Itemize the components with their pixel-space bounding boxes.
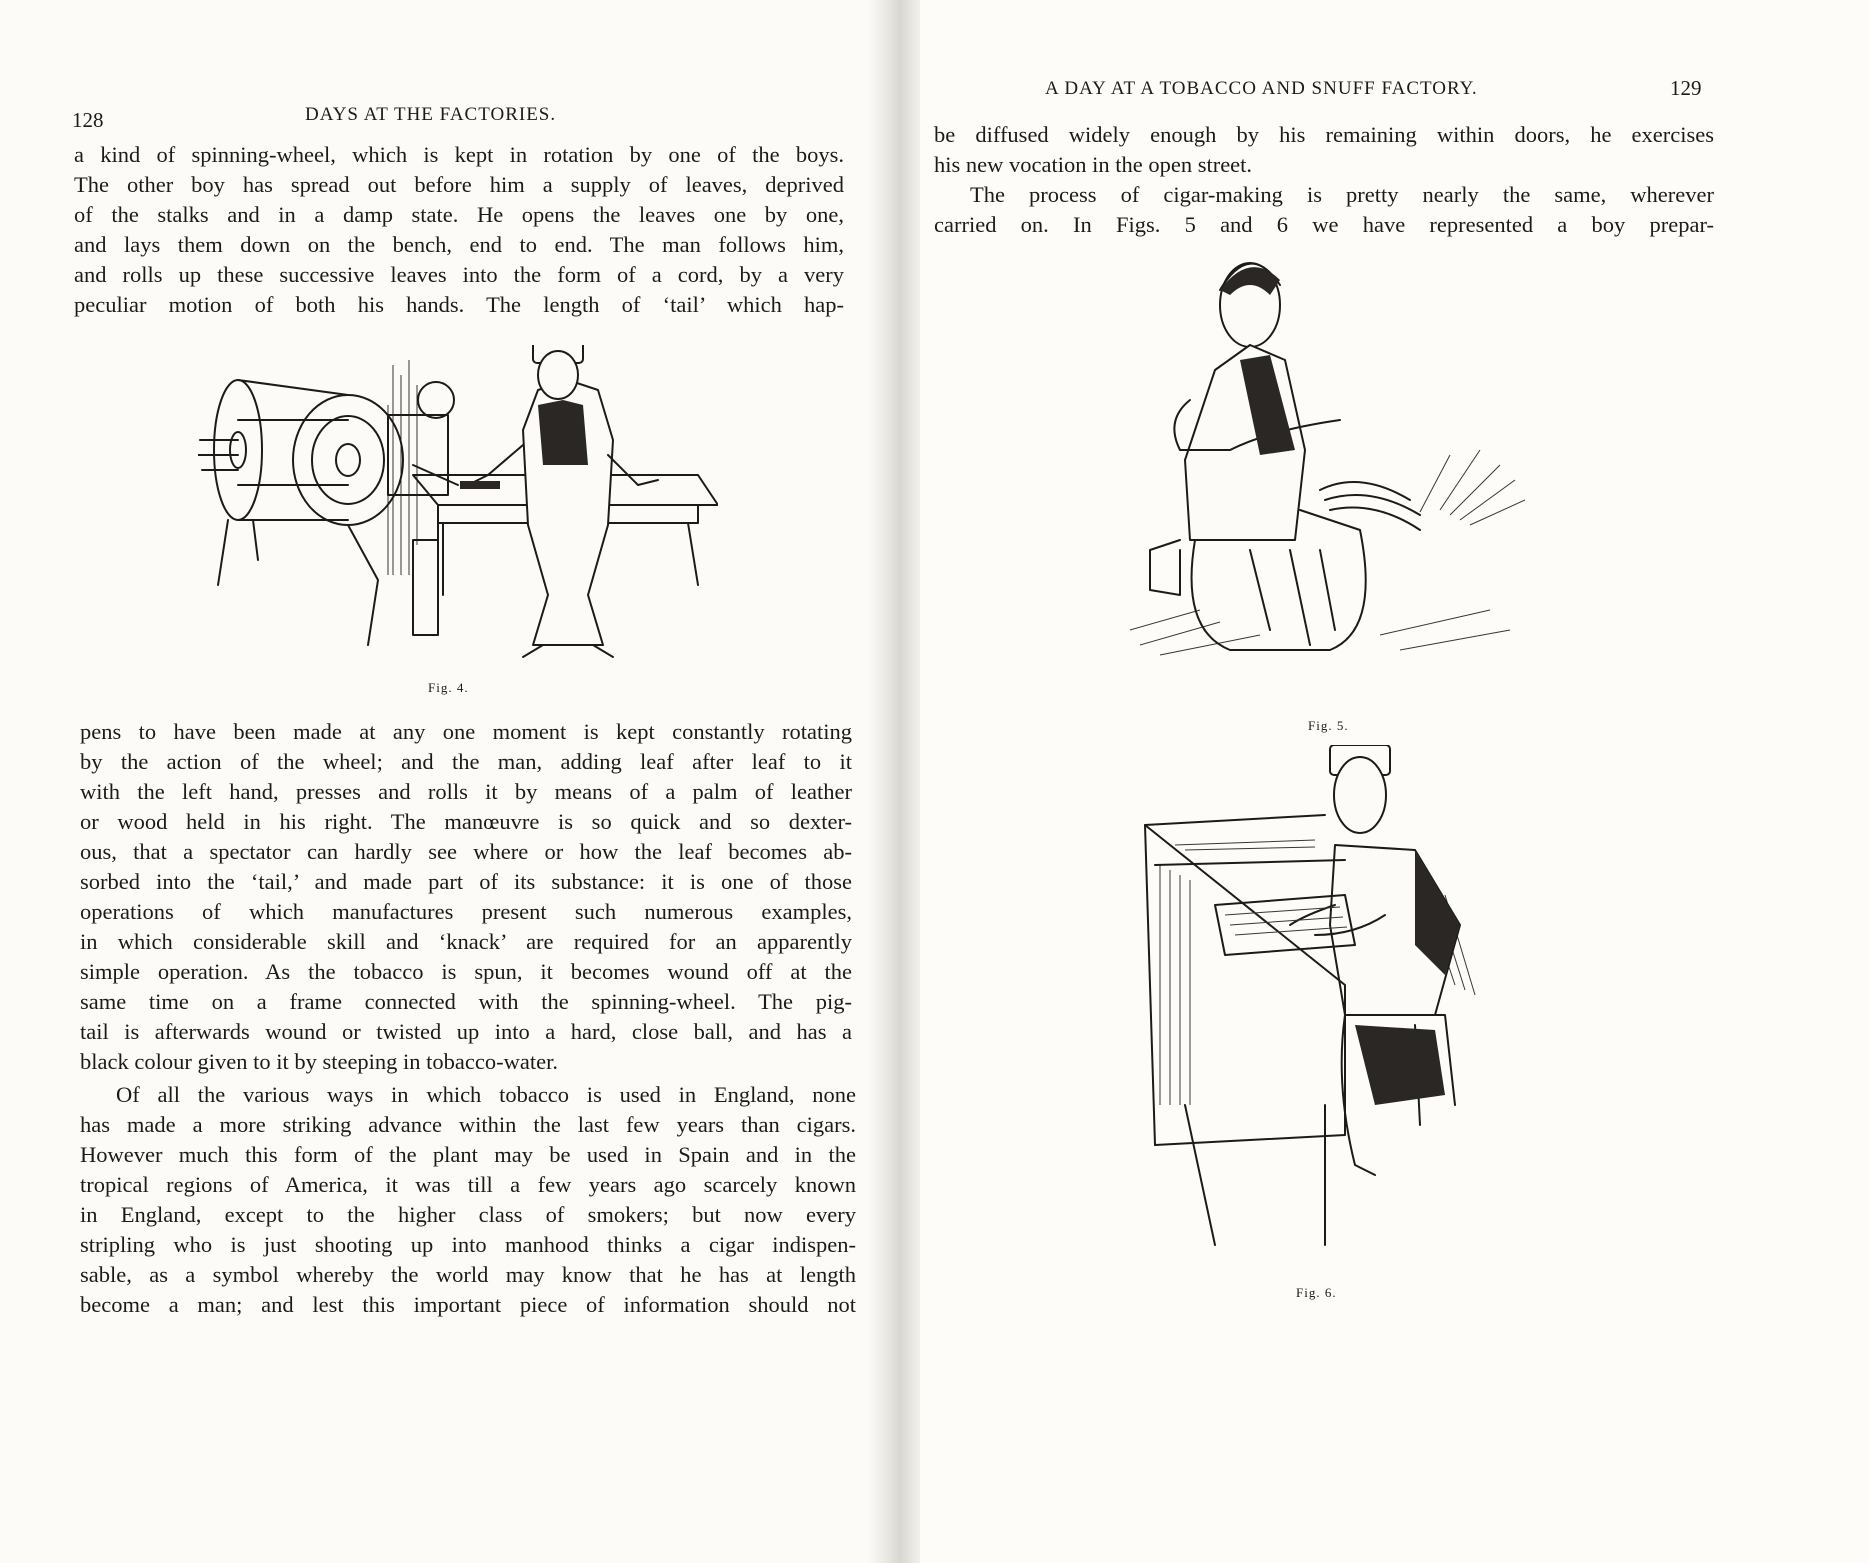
text-line: simple operation. As the tobacco is spun, it becomes wound off at the (80, 959, 852, 984)
fig5-engraving (1120, 250, 1540, 710)
text-line: and lays them down on the bench, end to end. The man follows him, (74, 232, 844, 257)
text-line: However much this form of the plant may be used in Spain and in the (80, 1142, 856, 1167)
text-line: in England, except to the higher class of smokers; but now every (80, 1202, 856, 1227)
text-line: tail is afterwards wound or twisted up into a hard, close ball, and has a (80, 1019, 852, 1044)
fig4-engraving (198, 345, 718, 685)
left-page (0, 0, 885, 1563)
running-head: A DAY AT A TOBACCO AND SNUFF FACTORY. (1045, 78, 1478, 99)
text-line: be diffused widely enough by his remaining within doors, he exercises (934, 122, 1714, 147)
text-line: Of all the various ways in which tobacco is used in England, none (116, 1082, 856, 1107)
text-line: operations of which manufactures present such numerous examples, (80, 899, 852, 924)
text-line: same time on a frame connected with the spinning-wheel. The pig- (80, 989, 852, 1014)
fig6-engraving (1115, 745, 1535, 1275)
text-line: carried on. In Figs. 5 and 6 we have represented a boy prepar- (934, 212, 1714, 237)
text-line: pens to have been made at any one moment is kept constantly rotating (80, 719, 852, 744)
text-line: peculiar motion of both his hands. The length of ‘tail’ which hap- (74, 292, 844, 317)
text-line: The other boy has spread out before him a supply of leaves, deprived (74, 172, 844, 197)
text-line: sorbed into the ‘tail,’ and made part of its substance: it is one of those (80, 869, 852, 894)
text-line: sable, as a symbol whereby the world may know that he has at length (80, 1262, 856, 1287)
text-line: or wood held in his right. The manœuvre is so quick and so dexter- (80, 809, 852, 834)
text-line: tropical regions of America, it was till a few years ago scarcely known (80, 1172, 856, 1197)
text-line: a kind of spinning-wheel, which is kept in rotation by one of the boys. (74, 142, 844, 167)
text-line: stripling who is just shooting up into manhood thinks a cigar indispen- (80, 1232, 856, 1257)
text-line: by the action of the wheel; and the man, adding leaf after leaf to it (80, 749, 852, 774)
figure-caption: Fig. 4. (428, 680, 469, 695)
page-number: 128 (72, 108, 104, 132)
running-head: DAYS AT THE FACTORIES. (305, 104, 557, 125)
page-number: 129 (1670, 76, 1702, 100)
text-line: ous, that a spectator can hardly see where or how the leaf becomes ab- (80, 839, 852, 864)
text-line: The process of cigar-making is pretty nearly the same, wherever (970, 182, 1714, 207)
right-page (920, 0, 1869, 1563)
figure-caption: Fig. 6. (1296, 1285, 1337, 1300)
text-line: become a man; and lest this important piece of information should not (80, 1292, 856, 1317)
text-line: in which considerable skill and ‘knack’ are required for an apparently (80, 929, 852, 954)
text-line: black colour given to it by steeping in tobacco-water. (80, 1049, 558, 1074)
text-line: with the left hand, presses and rolls it by means of a palm of leather (80, 779, 852, 804)
text-line: of the stalks and in a damp state. He opens the leaves one by one, (74, 202, 844, 227)
text-line: has made a more striking advance within the last few years than cigars. (80, 1112, 856, 1137)
text-line: his new vocation in the open street. (934, 152, 1253, 177)
text-line: and rolls up these successive leaves into the form of a cord, by a very (74, 262, 844, 287)
figure-caption: Fig. 5. (1308, 718, 1349, 733)
